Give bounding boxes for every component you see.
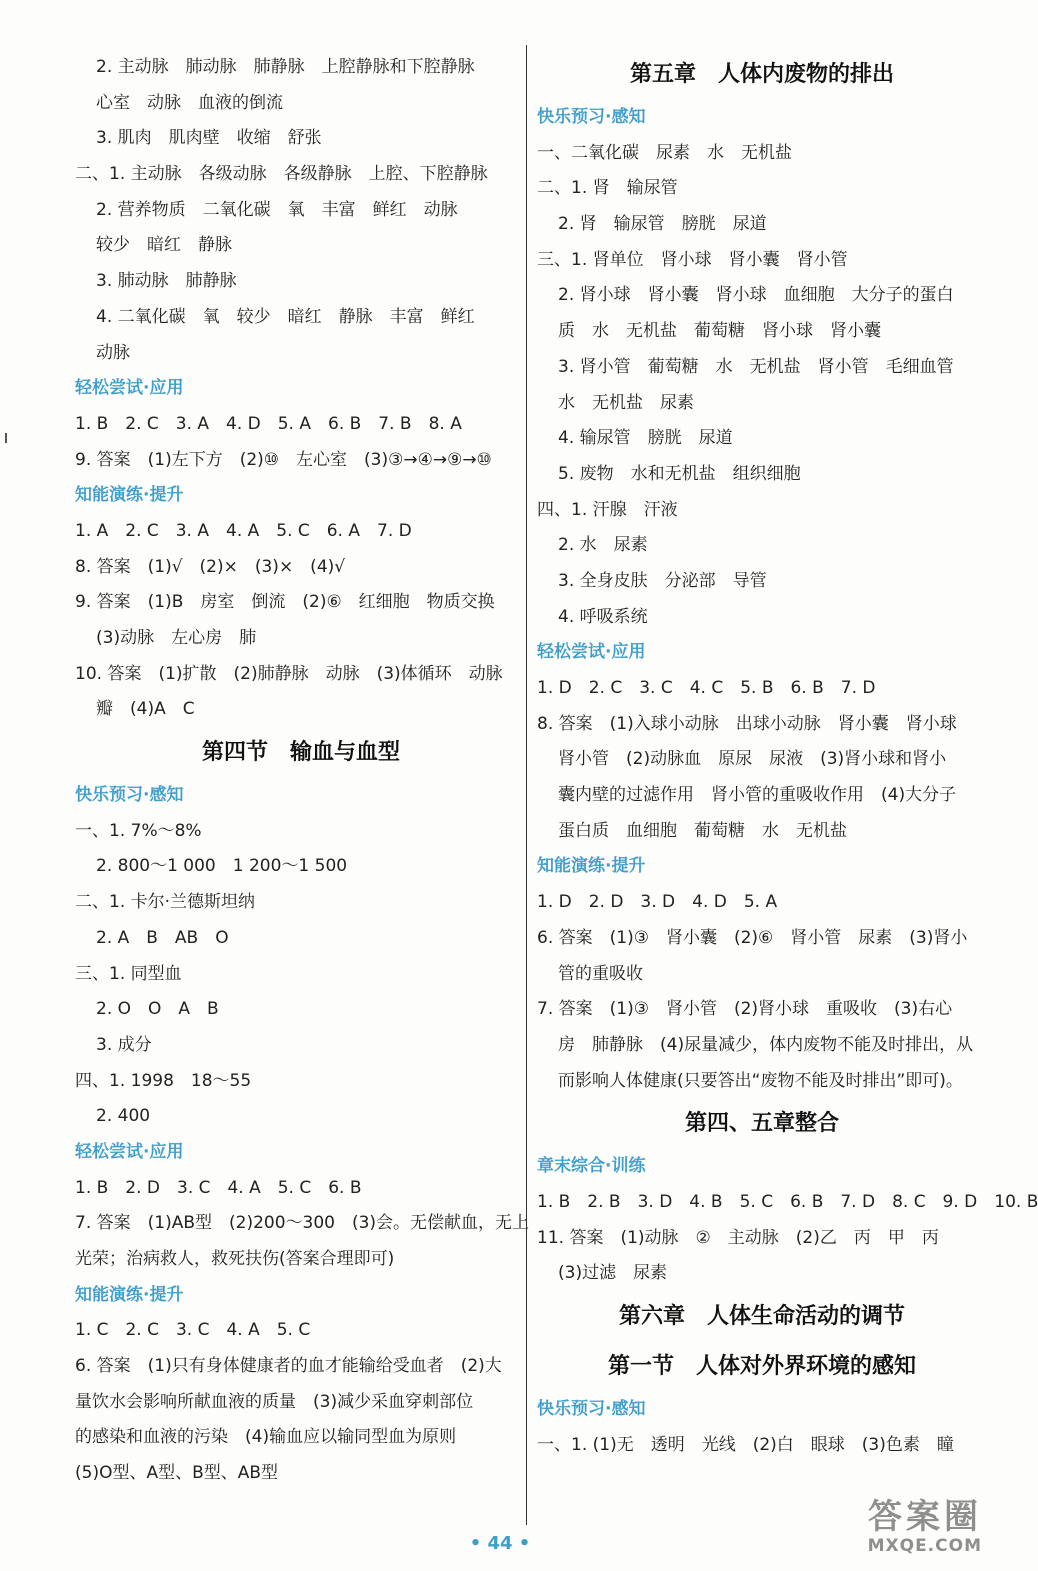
subsection-label: 章末综合·训练 <box>537 1156 646 1177</box>
answer-line: 2. 400 <box>96 1106 151 1127</box>
subsection-label: 快乐预习·感知 <box>537 1399 646 1419</box>
answer-line: 4. 呼吸系统 <box>558 606 648 627</box>
answer-line: 2. O O A B <box>96 999 219 1020</box>
answer-line: 10. 答案 (1)扩散 (2)肺静脉 动脉 (3)体循环 动脉 <box>75 663 503 684</box>
answer-line: 2. 主动脉 肺动脉 肺静脉 上腔静脉和下腔静脉 <box>96 57 475 77</box>
answer-line: 动脉 <box>96 342 130 363</box>
answer-line: 4. 输尿管 膀胱 尿道 <box>558 428 733 449</box>
subsection-label: 轻松尝试·应用 <box>75 1141 184 1162</box>
answer-line: 一、二氧化碳 尿素 水 无机盐 <box>537 142 792 163</box>
answer-line: 2. 肾 输尿管 膀胱 尿道 <box>558 214 767 235</box>
answer-line: 2. 水 尿素 <box>558 535 648 556</box>
answer-line: 1. D 2. D 3. D 4. D 5. A <box>537 892 778 913</box>
answer-line: 6. 答案 (1)只有身体健康者的血才能输给受血者 (2)大 <box>75 1356 502 1377</box>
answer-line: 11. 答案 (1)动脉 ② 主动脉 (2)乙 丙 甲 丙 <box>537 1227 939 1248</box>
answer-line: 质 水 无机盐 葡萄糖 肾小球 肾小囊 <box>558 321 881 342</box>
answer-line: 3. 肌肉 肌肉壁 收缩 舒张 <box>96 128 322 149</box>
answer-line: 8. 答案 (1)入球小动脉 出球小动脉 肾小囊 肾小球 <box>537 713 957 734</box>
subsection-label: 快乐预习·感知 <box>537 107 646 127</box>
subsection-label: 知能演练·提升 <box>75 1284 184 1305</box>
answer-line: 2. 800～1 000 1 200～1 500 <box>96 856 348 877</box>
answer-line: 瓣 (4)A C <box>96 699 195 720</box>
section-heading: 第五章 人体内废物的排出 <box>629 62 894 87</box>
answer-line: 3. 成分 <box>96 1034 152 1055</box>
answer-line: 光荣；治病救人，救死扶伤(答案合理即可) <box>75 1249 395 1269</box>
answer-line: 1. D 2. C 3. C 4. C 5. B 6. B 7. D <box>537 678 876 698</box>
answer-line: 二、1. 主动脉 各级动脉 各级静脉 上腔、下腔静脉 <box>75 164 488 185</box>
answer-line: 二、1. 卡尔·兰德斯坦纳 <box>75 892 256 913</box>
answer-line: 二、1. 肾 输尿管 <box>537 178 678 199</box>
margin-mark <box>5 433 7 443</box>
answer-line: 三、1. 肾单位 肾小球 肾小囊 肾小管 <box>537 249 848 270</box>
answer-line: 2. A B AB O <box>96 927 229 948</box>
answer-line: 1. C 2. C 3. C 4. A 5. C <box>75 1320 311 1341</box>
answer-line: 2. 肾小球 肾小囊 肾小球 血细胞 大分子的蛋白 <box>558 285 954 306</box>
answer-line: 1. B 2. D 3. C 4. A 5. C 6. B <box>75 1177 362 1198</box>
section-heading: 第四节 输血与血型 <box>201 740 400 766</box>
answer-line: 5. 废物 水和无机盐 组织细胞 <box>558 463 801 484</box>
answer-line: 心室 动脉 血液的倒流 <box>96 92 283 113</box>
answer-line: 四、1. 汗腺 汗液 <box>537 499 678 520</box>
answer-line: 四、1. 1998 18～55 <box>75 1070 252 1091</box>
subsection-label: 快乐预习·感知 <box>75 785 184 806</box>
answer-line: 肾小管 (2)动脉血 原尿 尿液 (3)肾小球和肾小 <box>558 749 947 770</box>
answer-line: 较少 暗红 静脉 <box>96 235 232 256</box>
answer-line: 囊内壁的过滤作用 肾小管的重吸收作用 (4)大分子 <box>558 785 957 806</box>
section-heading: 第四、五章整合 <box>684 1111 839 1137</box>
answer-line: 6. 答案 (1)③ 肾小囊 (2)⑥ 肾小管 尿素 (3)肾小 <box>537 927 968 948</box>
answer-line: (5)O型、A型、B型、AB型 <box>75 1463 279 1484</box>
subsection-label: 知能演练·提升 <box>75 485 184 506</box>
answer-line: 3. 肺动脉 肺静脉 <box>96 271 237 292</box>
answer-line: 2. 营养物质 二氧化碳 氧 丰富 鲜红 动脉 <box>96 199 458 220</box>
answer-line: 1. B 2. B 3. D 4. B 5. C 6. B 7. D 8. C 9. D 10. B <box>537 1191 1038 1212</box>
answer-line: 量饮水会影响所献血液的质量 (3)减少采血穿刺部位 <box>75 1391 474 1412</box>
watermark-site: MXQE.COM <box>867 1536 982 1556</box>
subsection-label: 知能演练·提升 <box>537 856 646 877</box>
left-column <box>75 50 530 1492</box>
subsection-label: 轻松尝试·应用 <box>75 378 184 399</box>
answer-line: 7. 答案 (1)AB型 (2)200～300 (3)会。无偿献血，无上 <box>75 1213 530 1234</box>
answer-line: 1. B 2. C 3. A 4. D 5. A 6. B 7. B 8. A <box>75 413 462 434</box>
answer-line: 一、1. (1)无 透明 光线 (2)白 眼球 (3)色素 瞳 <box>537 1434 954 1455</box>
right-column <box>537 50 1038 1463</box>
watermark-logo <box>812 1498 982 1564</box>
answer-line: (3)动脉 左心房 肺 <box>96 628 257 648</box>
answer-line: 一、1. 7%～8% <box>75 820 202 841</box>
section-heading: 第一节 人体对外界环境的感知 <box>607 1354 916 1379</box>
answer-line: 蛋白质 血细胞 葡萄糖 水 无机盐 <box>558 820 847 841</box>
answer-line: 管的重吸收 <box>558 963 643 984</box>
answer-line: 7. 答案 (1)③ 肾小管 (2)肾小球 重吸收 (3)右心 <box>537 999 953 1020</box>
answer-line: 4. 二氧化碳 氧 较少 暗红 静脉 丰富 鲜红 <box>96 306 475 327</box>
answer-line: 的感染和血液的污染 (4)输血应以输同型血为原则 <box>75 1427 457 1448</box>
answer-line: 8. 答案 (1)√ (2)× (3)× (4)√ <box>75 556 346 577</box>
answer-line: 9. 答案 (1)左下方 (2)⑩ 左心室 (3)③→④→⑨→⑩ <box>75 449 492 470</box>
subsection-label: 轻松尝试·应用 <box>537 642 646 663</box>
answer-line: 水 无机盐 尿素 <box>558 392 694 413</box>
answer-line: 3. 全身皮肤 分泌部 导管 <box>558 570 767 591</box>
answer-line: 而影响人体健康(只要答出“废物不能及时排出”即可)。 <box>558 1070 963 1091</box>
watermark-glyphs: 答案圈 <box>868 1497 982 1537</box>
section-heading: 第六章 人体生命活动的调节 <box>618 1304 905 1329</box>
answer-line: 三、1. 同型血 <box>75 963 182 984</box>
page-number: • 44 • <box>469 1533 531 1554</box>
answer-line: 1. A 2. C 3. A 4. A 5. C 6. A 7. D <box>75 520 412 541</box>
answer-line: 3. 肾小管 葡萄糖 水 无机盐 肾小管 毛细血管 <box>558 356 954 377</box>
answer-line: (3)过滤 尿素 <box>558 1263 668 1284</box>
answer-line: 9. 答案 (1)B 房室 倒流 (2)⑥ 红细胞 物质交换 <box>75 592 495 613</box>
answer-line: 房 肺静脉 (4)尿量减少，体内废物不能及时排出，从 <box>558 1034 974 1055</box>
